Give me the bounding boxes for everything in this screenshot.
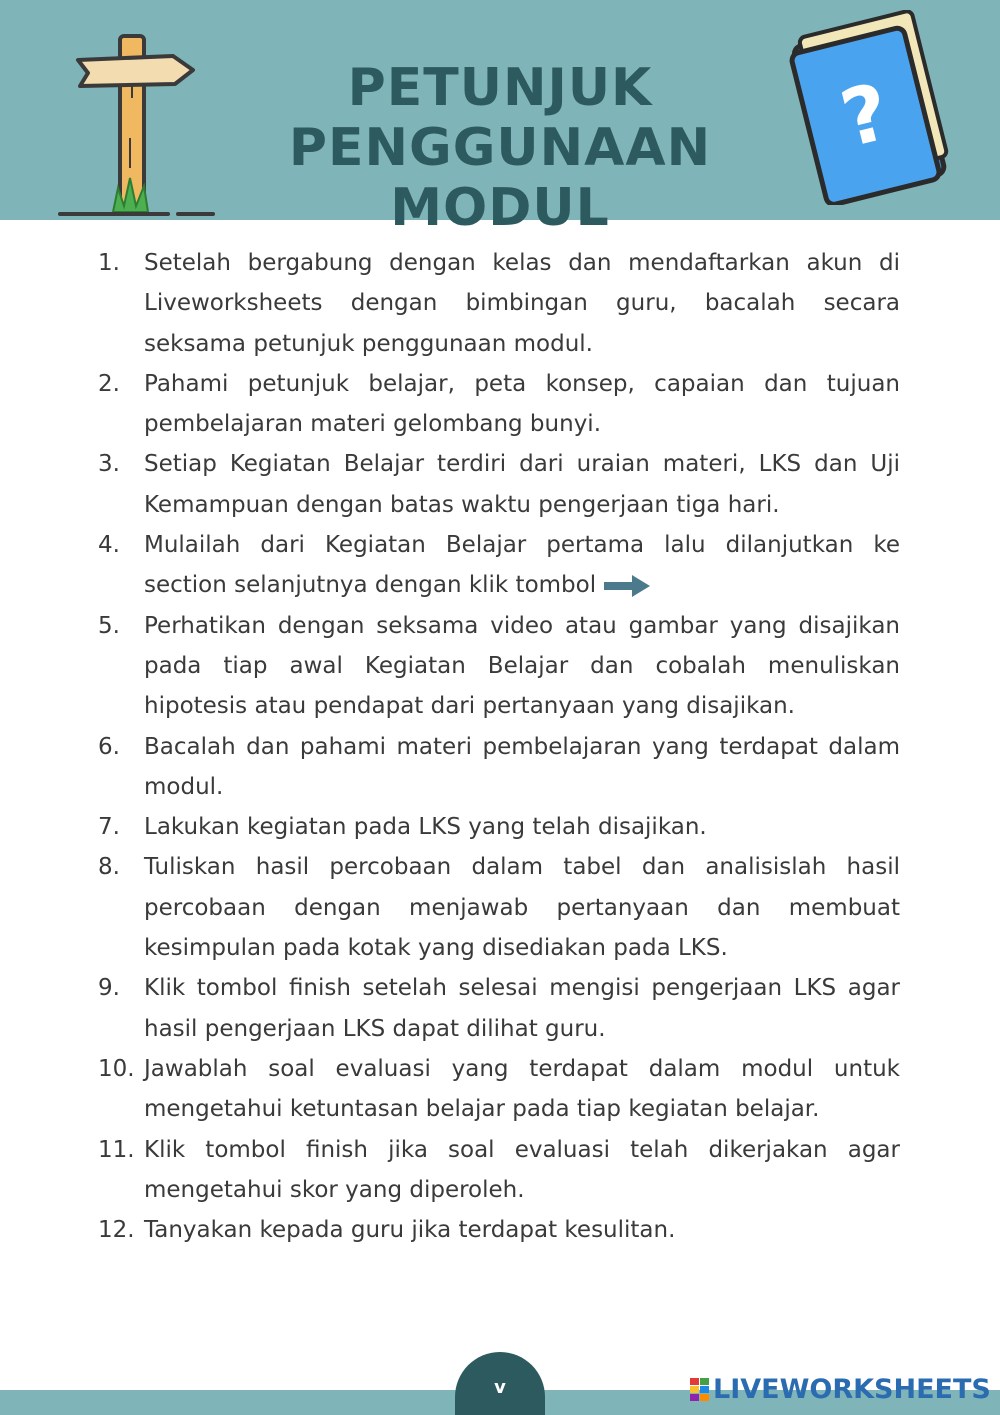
item-number: 10. bbox=[98, 1055, 135, 1082]
item-number: 9. bbox=[98, 975, 120, 1002]
list-item bbox=[98, 1210, 900, 1250]
item-text: Tuliskan hasil percobaan dalam tabel dan analisislah hasil percobaan dengan menjawab pertanyaan dan membuat kesimpulan pada kotak yang disediakan pada LKS. bbox=[144, 854, 900, 962]
item-number: 12. bbox=[98, 1217, 135, 1244]
list-item bbox=[98, 727, 900, 808]
item-text: Klik tombol finish jika soal evaluasi telah dikerjakan agar mengetahui skor yang diperoleh. bbox=[144, 1136, 900, 1203]
page-number: v bbox=[494, 1377, 506, 1398]
question-book-icon bbox=[778, 10, 953, 205]
liveworksheets-logo[interactable] bbox=[690, 1374, 991, 1404]
list-item bbox=[98, 1049, 900, 1130]
item-text: Perhatikan dengan seksama video atau gambar yang disajikan pada tiap awal Kegiatan Belajar dan cobalah menuliskan hipotesis atau pendapat dari pertanyaan yang disajikan. bbox=[144, 612, 900, 720]
header-banner bbox=[0, 0, 1000, 238]
book-question-mark: ? bbox=[832, 67, 899, 166]
item-text: Setiap Kegiatan Belajar terdiri dari uraian materi, LKS dan Uji Kemampuan dengan batas waktu pengerjaan tiga hari. bbox=[144, 451, 900, 518]
brand-name: LIVEWORKSHEETS bbox=[713, 1373, 991, 1405]
item-number: 3. bbox=[98, 451, 120, 478]
list-item bbox=[98, 968, 900, 1049]
item-text: Jawablah soal evaluasi yang terdapat dalam modul untuk mengetahui ketuntasan belajar pada tiap kegiatan belajar. bbox=[144, 1055, 900, 1123]
list-item bbox=[98, 444, 900, 525]
page-number-tab bbox=[455, 1352, 545, 1415]
item-number: 7. bbox=[98, 814, 120, 841]
signpost-icon bbox=[58, 28, 218, 220]
item-text: Lakukan kegiatan pada LKS yang telah disajikan. bbox=[144, 814, 707, 841]
item-number: 5. bbox=[98, 612, 120, 639]
list-item bbox=[98, 606, 900, 727]
item-text: Mulailah dari Kegiatan Belajar pertama lalu dilanjutkan ke section selanjutnya dengan klik tombol bbox=[144, 532, 900, 599]
item-number: 2. bbox=[98, 370, 120, 397]
item-text: Pahami petunjuk belajar, peta konsep, capaian dan tujuan pembelajaran materi gelombang bunyi. bbox=[144, 370, 900, 438]
item-number: 11. bbox=[98, 1136, 135, 1163]
list-item bbox=[98, 1130, 900, 1211]
item-text: Bacalah dan pahami materi pembelajaran yang terdapat dalam modul. bbox=[144, 733, 900, 800]
list-item bbox=[98, 807, 900, 847]
list-item bbox=[98, 847, 900, 968]
item-text: Tanyakan kepada guru jika terdapat kesulitan. bbox=[144, 1217, 676, 1244]
instruction-list bbox=[98, 243, 900, 1250]
page-title-line1: PETUNJUK bbox=[347, 58, 653, 118]
right-arrow-icon[interactable] bbox=[604, 573, 652, 599]
liveworksheets-icon bbox=[690, 1378, 709, 1401]
item-number: 8. bbox=[98, 854, 120, 881]
list-item bbox=[98, 525, 900, 606]
item-text: Setelah bergabung dengan kelas dan mendaftarkan akun di Liveworksheets dengan bimbingan guru, bacalah secara seksama petunjuk penggunaan modul. bbox=[144, 250, 900, 357]
item-text: Klik tombol finish setelah selesai mengisi pengerjaan LKS agar hasil pengerjaan LKS dapat dilihat guru. bbox=[144, 975, 900, 1042]
list-item bbox=[98, 364, 900, 445]
item-number: 6. bbox=[98, 733, 120, 760]
page-title-line2: PENGGUNAAN MODUL bbox=[288, 118, 712, 238]
item-number: 4. bbox=[98, 532, 120, 559]
item-number: 1. bbox=[98, 250, 120, 276]
list-item bbox=[98, 243, 900, 364]
